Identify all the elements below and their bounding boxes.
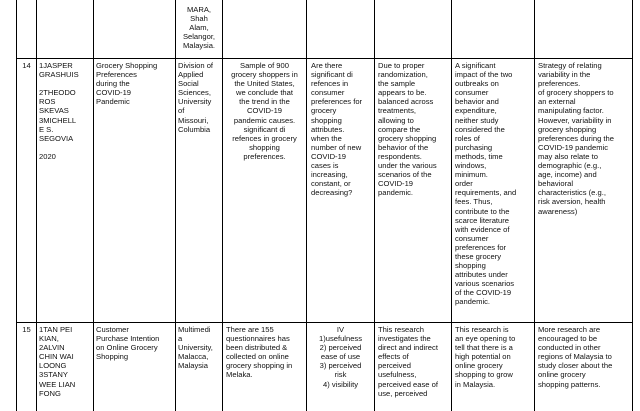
table-column-divider (36, 0, 37, 411)
table-column-divider (534, 0, 535, 411)
row15-location: Multimedi a University, Malacca, Malaysia (178, 325, 213, 371)
row-top-location-tail: MARA, Shah Alam, Selangor, Malaysia. (182, 5, 216, 51)
table-column-divider (93, 0, 94, 411)
row15-method: This research investigates the direct and indirect effects of perceived usefulness, perceived ease of use, perceived (378, 325, 438, 398)
row15-findings: This research is an eye opening to tell that there is a high potential on online grocery shopping to grow in Malaysia. (455, 325, 516, 389)
table-column-divider (374, 0, 375, 411)
table-border-right (632, 0, 633, 411)
row15-sample: There are 155 questionnaires has been distributed & collected on online grocery shopping in Melaka. (226, 325, 293, 380)
row-divider (16, 58, 632, 59)
row14-research-question: Are there significant di refences in consumer preferences for grocery shopping attributes. when the number of new COVID-19 cases is increasing, constant, or decreasing? (311, 61, 363, 198)
row14-recommendation: Strategy of relating variability in the preferences. of grocery shoppers to an external manipulating factor. However, variability in grocery shopping preferences during the COVID-19 pandemic may also relate to demographic (e.g., age, income) and behavioral characteristics (e.g., risk aversion, health awareness) (538, 61, 614, 216)
row15-title: Customer Purchase Intention on Online Grocery Shopping (96, 325, 160, 362)
row-divider (16, 322, 632, 323)
row14-method: Due to proper randomization, the sample appears to be. balanced across treatments, allowing to compare the grocery shopping behavior of the respondents. under the various scenarios of the COVID-19 pandemic. (378, 61, 437, 198)
row15-authors: 1TAN PEI KIAN, 2ALVIN CHIN WAI LOONG 3STANY WEE LIAN FONG (39, 325, 76, 398)
row14-title: Grocery Shopping Preferences during the COVID-19 Pandemic (96, 61, 158, 107)
table-column-divider (451, 0, 452, 411)
row14-authors: 1JASPER GRASHUIS 2THEODO ROS SKEVAS 3MICHELL E S. SEGOVIA 2020 (39, 61, 79, 161)
row15-recommendation: More research are encouraged to be conducted in other regions of Malaysia to study closer about the online grocery shopping patterns. (538, 325, 613, 389)
table-column-divider (175, 0, 176, 411)
row15-number: 15 (22, 325, 31, 334)
row14-findings: A significant impact of the two outbreaks on consumer behavior and expenditure, neither study considered the roles of purchasing methods, time windows, minimum. order requirements, and fees. Thus, contribute to the scarce literature with evidence of consumer preferences for these grocery shopping attributes under various scenarios of the COVID-19 pandemic. (455, 61, 517, 307)
row14-number: 14 (22, 61, 31, 70)
row15-variables: IV 1)usefulness 2) perceived ease of use 3) perceived risk 4) visibility (318, 325, 363, 389)
row14-sample: Sample of 900 grocery shoppers in the United States, we conclude that the trend in the COVID-19 pandemic causes. significant di refences in grocery shopping preferences. (231, 61, 298, 161)
row14-location: Division of Applied Social Sciences, University of Missouri, Columbia (178, 61, 214, 134)
